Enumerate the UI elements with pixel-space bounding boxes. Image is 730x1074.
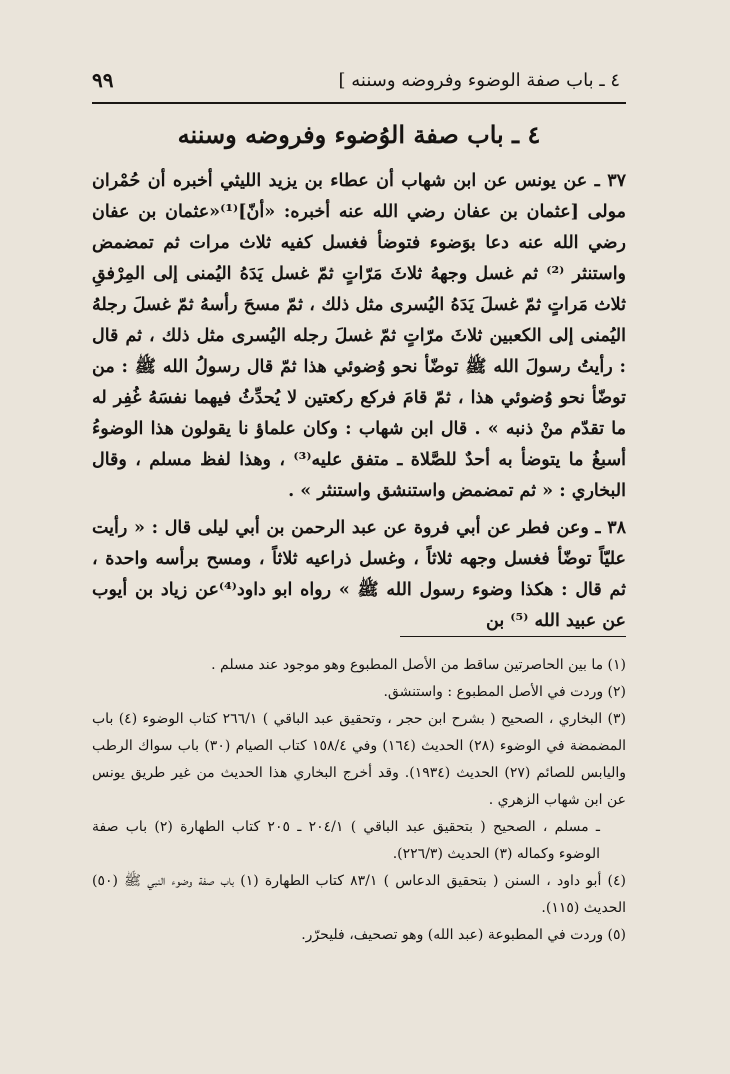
header-rule [92, 102, 626, 104]
hadith-38: ٣٨ ـ وعن فطر عن أبي فروة عن عبد الرحمن بن أبي ليلى قال : « رأيت عليّاً توضّأ فغسل وجهه ثلاثاً ، وغسل ذراعيه ثلاثاً ، ومسح برأسه واحدة ، ثم قال : هكذا وضوء رسول الله ﷺ » رواه ابو داود⁽⁴⁾عن زياد بن أيوب عن عبيد الله ⁽⁵⁾ بن [92, 518, 627, 631]
footnote-rule [400, 636, 626, 637]
footnote-3-continued: ـ مسلم ، الصحيح ( بتحقيق عبد الباقي ) ٢٠٤/١ ـ ٢٠٥ كتاب الطهارة (٢) باب صفة الوضوء وكماله (٣) الحديث (٢٢٦/٣). [92, 819, 600, 862]
hadith-37: ٣٧ ـ عن يونس عن ابن شهاب أن عطاء بن يزيد الليثي أخبره أن حُمْران مولى [عثمان بن عفان رضي الله عنه أخبره: «أنّ]⁽¹⁾«عثمان بن عفان رضي الله عنه دعا بوَضوء فتوضأ فغسل كفيه ثلاث مرات ثم تمضمض واستنثر ⁽²⁾ ثم غسل وجههُ ثلاثَ مَرّاتٍ ثمّ غسل يَدَهُ اليُمنى إلى المِرْفقِ ثلاث مَراتٍ ثمّ غسلَ يَدَهُ اليُسرى مثل ذلك ، ثمّ مسحَ رأسهُ ثمّ غسلَ رجلهُ اليُمنى إلى الكعبين ثلاثَ مرّاتٍ ثمّ غسلَ رجله اليُسرى مثل ذلك ، ثم قال : رأيتُ رسولَ الله ﷺ توضّأ نحو وُضوئي هذا ثمّ قال رسولُ الله ﷺ : من توضّأ نحو وُضوئي هذا ، ثمّ قامَ فركع ركعتين لا يُحدِّثُ فيهما نفسَهُ غُفِر له ما تقدّم منْ ذنبه » . قال ابن شهاب : وكان علماؤ نا يقولون هذا الوضوءُ أسبغُ ما يتوضأ به أحدٌ للصَّلاة ـ متفق عليه⁽³⁾ ، وهذا لفظ مسلم ، وقال البخاري : « ثم تمضمض واستنشق واستنثر » . [92, 171, 627, 501]
footnotes [92, 652, 626, 949]
page-number: ٩٩ [92, 68, 114, 92]
running-header [92, 62, 620, 102]
footnote-4: (٤) أبو داود ، السنن ( بتحقيق الدعاس ) ٨٣/١ كتاب الطهارة (١) باب صفة وضوء النبي ﷺ (٥٠) الحديث (١١٥). [92, 873, 626, 916]
running-title: ٤ ـ باب صفة الوضوء وفروضه وسننه ] [338, 70, 620, 91]
main-text [92, 166, 626, 637]
footnote-5: (٥) وردت في المطبوعة (عبد الله) وهو تصحيف، فليحرّر. [301, 927, 626, 943]
footnote-2: (٢) وردت في الأصل المطبوع : واستنشق. [383, 684, 626, 700]
footnote-3: (٣) البخاري ، الصحيح ( بشرح ابن حجر ، وتحقيق عبد الباقي ) ٢٦٦/١ كتاب الوضوء (٤) باب المضمضة في الوضوء (٢٨) الحديث (١٦٤) وفي ١٥٨/٤ كتاب الصيام (٣٠) باب سواك الرطب واليابس للصائم (٢٧) الحديث (١٩٣٤). وقد أخرج البخاري هذا الحديث من غير طريق يونس عن ابن شهاب الزهري . [92, 711, 626, 808]
chapter-title: ٤ ـ باب صفة الوُضوء وفروضه وسننه [177, 120, 541, 149]
footnote-1: (١) ما بين الحاصرتين ساقط من الأصل المطبوع وهو موجود عند مسلم . [211, 657, 626, 673]
